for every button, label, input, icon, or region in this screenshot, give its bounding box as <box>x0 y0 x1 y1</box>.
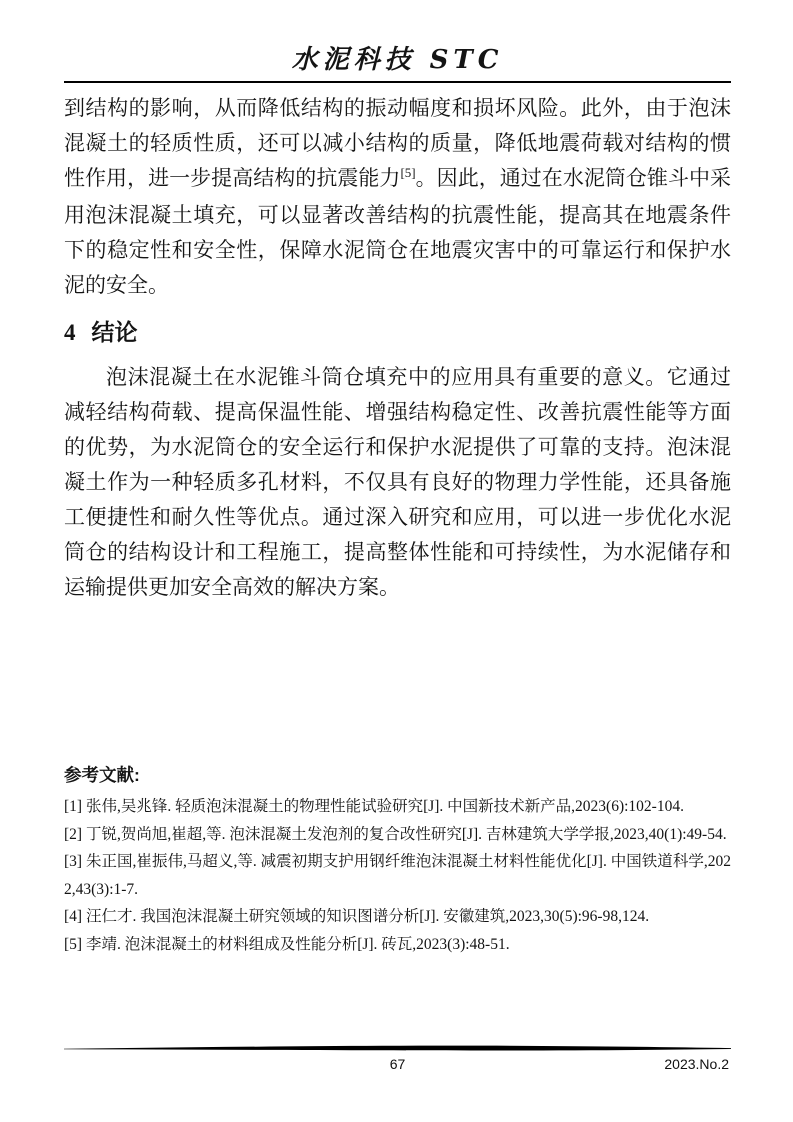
section-heading <box>64 317 731 348</box>
citation-superscript: [5] <box>400 165 416 180</box>
article-body <box>64 91 731 958</box>
reference-item: [5] 李靖. 泡沫混凝土的材料组成及性能分析[J]. 砖瓦,2023(3):48-51. <box>64 935 510 953</box>
page-footer <box>64 1044 731 1074</box>
page-header <box>64 44 731 83</box>
issue-label: 2023.No.2 <box>664 1056 729 1072</box>
conclusion-paragraph: 泡沫混凝土在水泥锥斗筒仓填充中的应用具有重要的意义。它通过减轻结构荷载、提高保温性能、增强结构稳定性、改善抗震性能等方面的优势，为水泥筒仓的安全运行和保护水泥提供了可靠的支持。泡沫混凝土作为一种轻质多孔材料，不仅具有良好的物理力学性能，还具备施工便捷性和耐久性等优点。通过深入研究和应用，可以进一步优化水泥筒仓的结构设计和工程施工，提高整体性能和可持续性，为水泥储存和运输提供更加安全高效的解决方案。 <box>64 365 731 599</box>
page-content <box>64 0 731 958</box>
section-title: 结论 <box>91 319 138 345</box>
header-rule <box>64 81 731 83</box>
paragraph-text-after-citation: 。因此，通过在水泥筒仓锥斗中采用泡沫混凝土填充，可以显著改善结构的抗震性能，提高其在地震条件下的稳定性和安全性，保障水泥筒仓在地震灾害中的可靠运行和保护水泥的安全。 <box>64 166 732 297</box>
section-number: 4 <box>64 320 76 345</box>
reference-item: [3] 朱正国,崔振伟,马超义,等. 减震初期支护用钢纤维泡沫混凝土材料性能优化[J]. 中国铁道科学,2022,43(3):1-7. <box>64 853 731 898</box>
paragraph-continuation <box>64 91 731 303</box>
reference-item: [4] 汪仁才. 我国泡沫混凝土研究领域的知识图谱分析[J]. 安徽建筑,2023,30(5):96-98,124. <box>64 908 650 925</box>
page-number: 67 <box>389 1056 406 1072</box>
journal-title: 水泥科技 STC <box>291 45 504 75</box>
footer-row <box>64 1054 731 1074</box>
paragraph-text-before-citation: 到结构的影响，从而降低结构的振动幅度和损坏风险。此外，由于泡沫混凝土的轻质性质，还可以减小结构的质量，降低地震荷载对结构的惯性作用，进一步提高结构的抗震能力 <box>64 96 731 190</box>
references-section <box>64 763 731 958</box>
references-heading: 参考文献: <box>64 765 140 785</box>
footer-rule <box>64 1044 731 1053</box>
reference-item: [1] 张伟,吴兆锋. 轻质泡沫混凝土的物理性能试验研究[J]. 中国新技术新产品,2023(6):102-104. <box>64 798 684 815</box>
reference-item: [2] 丁锐,贺尚旭,崔超,等. 泡沫混凝土发泡剂的复合改性研究[J]. 吉林建筑大学学报,2023,40(1):49-54. <box>64 825 727 843</box>
